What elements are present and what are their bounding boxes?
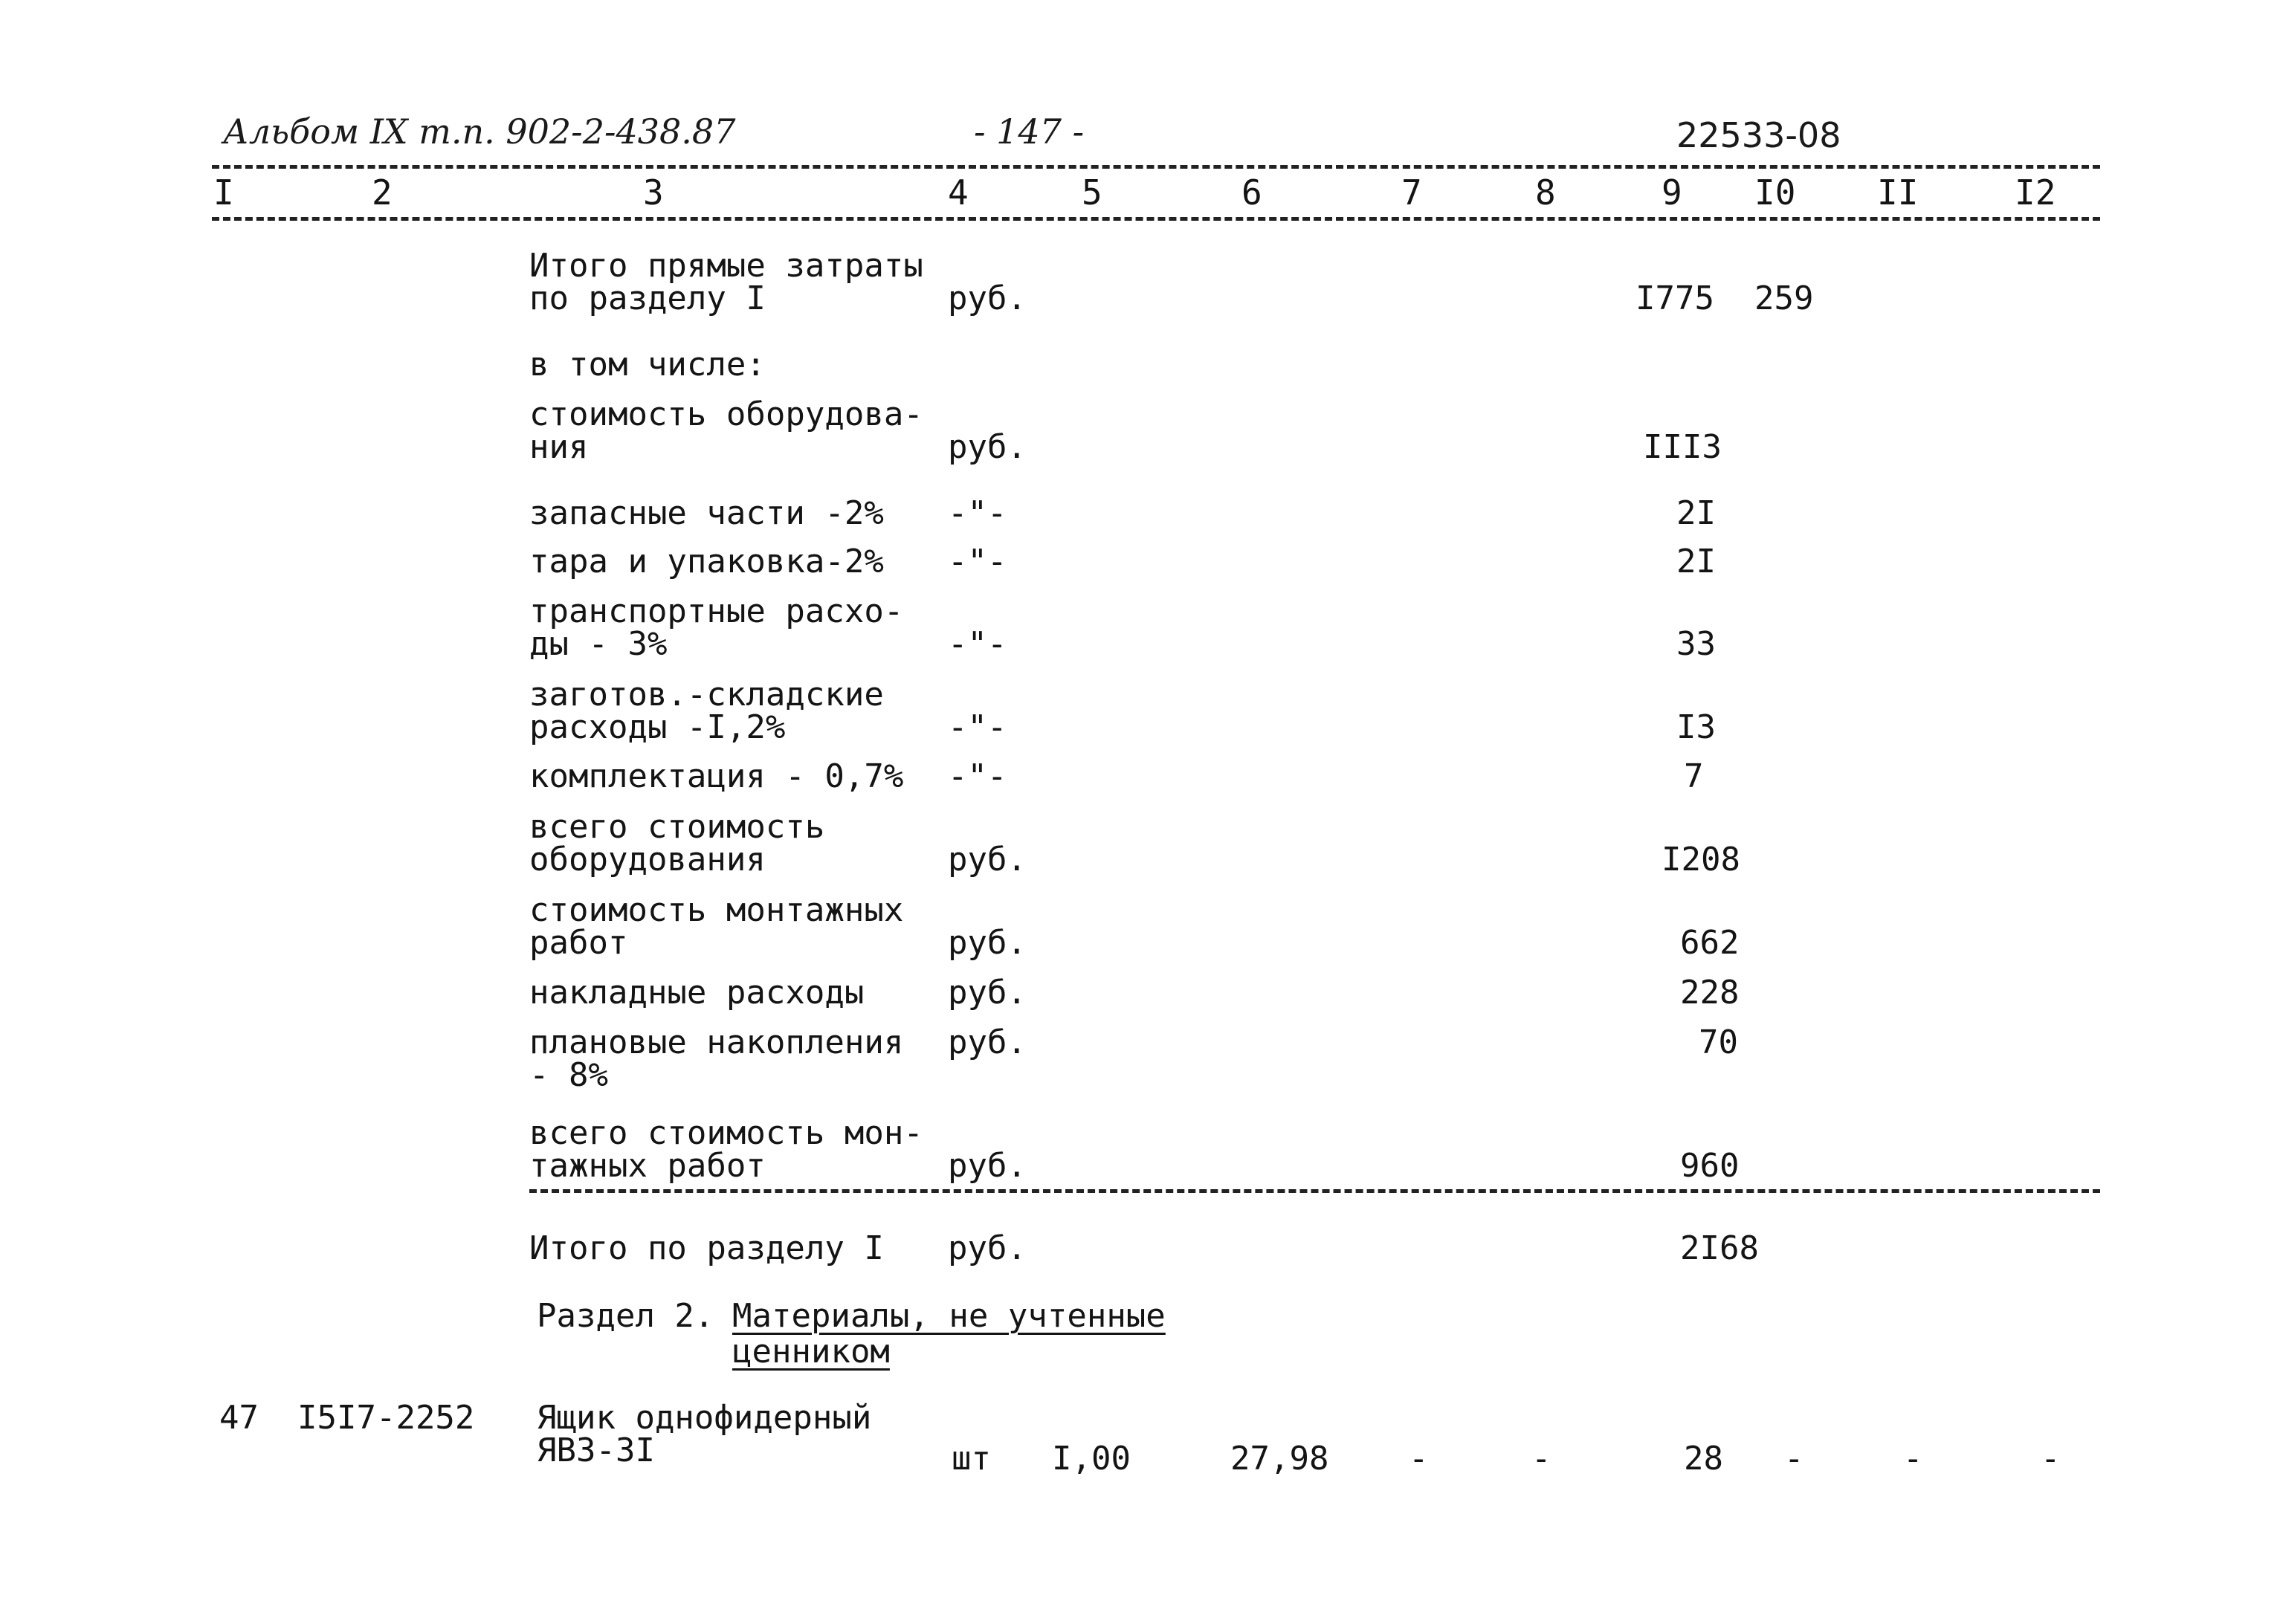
row-label: запасные части -2% — [529, 494, 884, 532]
item-unit: шт — [952, 1440, 991, 1478]
document-code: 22533-08 — [1676, 115, 1841, 155]
column-number: I0 — [1754, 172, 1796, 213]
column-number: 7 — [1401, 172, 1422, 213]
row-label: - 8% — [529, 1056, 608, 1094]
section-total-rule — [529, 1189, 2100, 1193]
row-label: всего стоимость мон- — [529, 1114, 923, 1152]
row-unit: руб. — [948, 974, 1027, 1012]
column-number: I2 — [2015, 172, 2056, 213]
row-unit: -"- — [948, 543, 1007, 580]
item-number: 47 — [219, 1399, 259, 1437]
column-number: 6 — [1241, 172, 1262, 213]
row-value-col9: 662 — [1680, 924, 1740, 962]
item-col10: - — [1784, 1440, 1804, 1478]
row-value-col9: I3 — [1676, 708, 1716, 746]
row-unit: руб. — [948, 924, 1027, 962]
column-number: II — [1877, 172, 1919, 213]
section2-prefix: Раздел 2. — [537, 1297, 714, 1335]
row-unit: руб. — [948, 1229, 1027, 1267]
row-label: ды - 3% — [529, 625, 668, 663]
row-value-col9: I775 — [1635, 279, 1714, 317]
row-label: тажных работ — [529, 1147, 766, 1185]
row-value-col9: III3 — [1643, 428, 1722, 466]
column-number: 8 — [1535, 172, 1556, 213]
row-value-col9: 2I — [1676, 494, 1716, 532]
item-quantity: I,00 — [1052, 1440, 1131, 1478]
page-number: - 147 - — [974, 111, 1085, 152]
row-unit: руб. — [948, 1147, 1027, 1185]
row-unit: руб. — [948, 1023, 1027, 1061]
row-value-col9: 33 — [1676, 625, 1716, 663]
row-label: Итого прямые затраты — [529, 247, 923, 285]
item-col7: - — [1409, 1440, 1429, 1478]
row-label: Итого по разделу I — [529, 1229, 884, 1267]
row-unit: -"- — [948, 494, 1007, 532]
row-value-col9: 2I68 — [1680, 1229, 1759, 1267]
row-label: стоимость монтажных — [529, 891, 904, 929]
header-bottom-rule — [212, 217, 2100, 221]
column-number: 9 — [1662, 172, 1682, 213]
row-unit: руб. — [948, 841, 1027, 879]
column-number: 3 — [643, 172, 664, 213]
row-label: стоимость оборудова- — [529, 395, 923, 433]
row-value-col10: 259 — [1754, 279, 1814, 317]
column-number: 5 — [1082, 172, 1102, 213]
column-number: 2 — [372, 172, 393, 213]
row-value-col9: 70 — [1699, 1023, 1738, 1061]
row-label: работ — [529, 924, 628, 962]
row-unit: руб. — [948, 428, 1027, 466]
row-label: транспортные расхо- — [529, 592, 904, 630]
row-label: ния — [529, 428, 589, 466]
row-value-col9: 960 — [1680, 1147, 1740, 1185]
row-label: всего стоимость — [529, 808, 825, 846]
row-label: тара и упаковка-2% — [529, 543, 884, 580]
item-name: Ящик однофидерный — [537, 1399, 872, 1437]
section2-title: Материалы, не учтенные — [732, 1297, 1166, 1335]
item-code: I5I7-2252 — [297, 1399, 475, 1437]
row-label: накладные расходы — [529, 974, 865, 1012]
item-total: 28 — [1684, 1440, 1723, 1478]
row-label: расходы -I,2% — [529, 708, 786, 746]
row-label: заготов.-складские — [529, 676, 884, 714]
header-top-rule — [212, 165, 2100, 169]
row-label: по разделу I — [529, 279, 766, 317]
item-name-model: ЯВЗ-3I — [537, 1431, 655, 1469]
item-col12: - — [2041, 1440, 2061, 1478]
section2-title-continued: ценником — [732, 1333, 890, 1371]
column-number: I — [213, 172, 234, 213]
row-unit: руб. — [948, 279, 1027, 317]
album-reference: Альбом IX т.п. 902-2-438.87 — [223, 111, 736, 152]
row-label: комплектация - 0,7% — [529, 757, 904, 795]
row-label: оборудования — [529, 841, 766, 879]
row-unit: -"- — [948, 625, 1007, 663]
row-value-col9: I208 — [1662, 841, 1740, 879]
row-value-col9: 7 — [1684, 757, 1704, 795]
row-unit: -"- — [948, 708, 1007, 746]
item-unit-price: 27,98 — [1230, 1440, 1329, 1478]
including-label: в том числе: — [529, 346, 766, 384]
row-value-col9: 228 — [1680, 974, 1740, 1012]
column-number: 4 — [948, 172, 969, 213]
row-label: плановые накопления — [529, 1023, 904, 1061]
item-col11: - — [1903, 1440, 1923, 1478]
row-value-col9: 2I — [1676, 543, 1716, 580]
item-col8: - — [1531, 1440, 1551, 1478]
row-unit: -"- — [948, 757, 1007, 795]
